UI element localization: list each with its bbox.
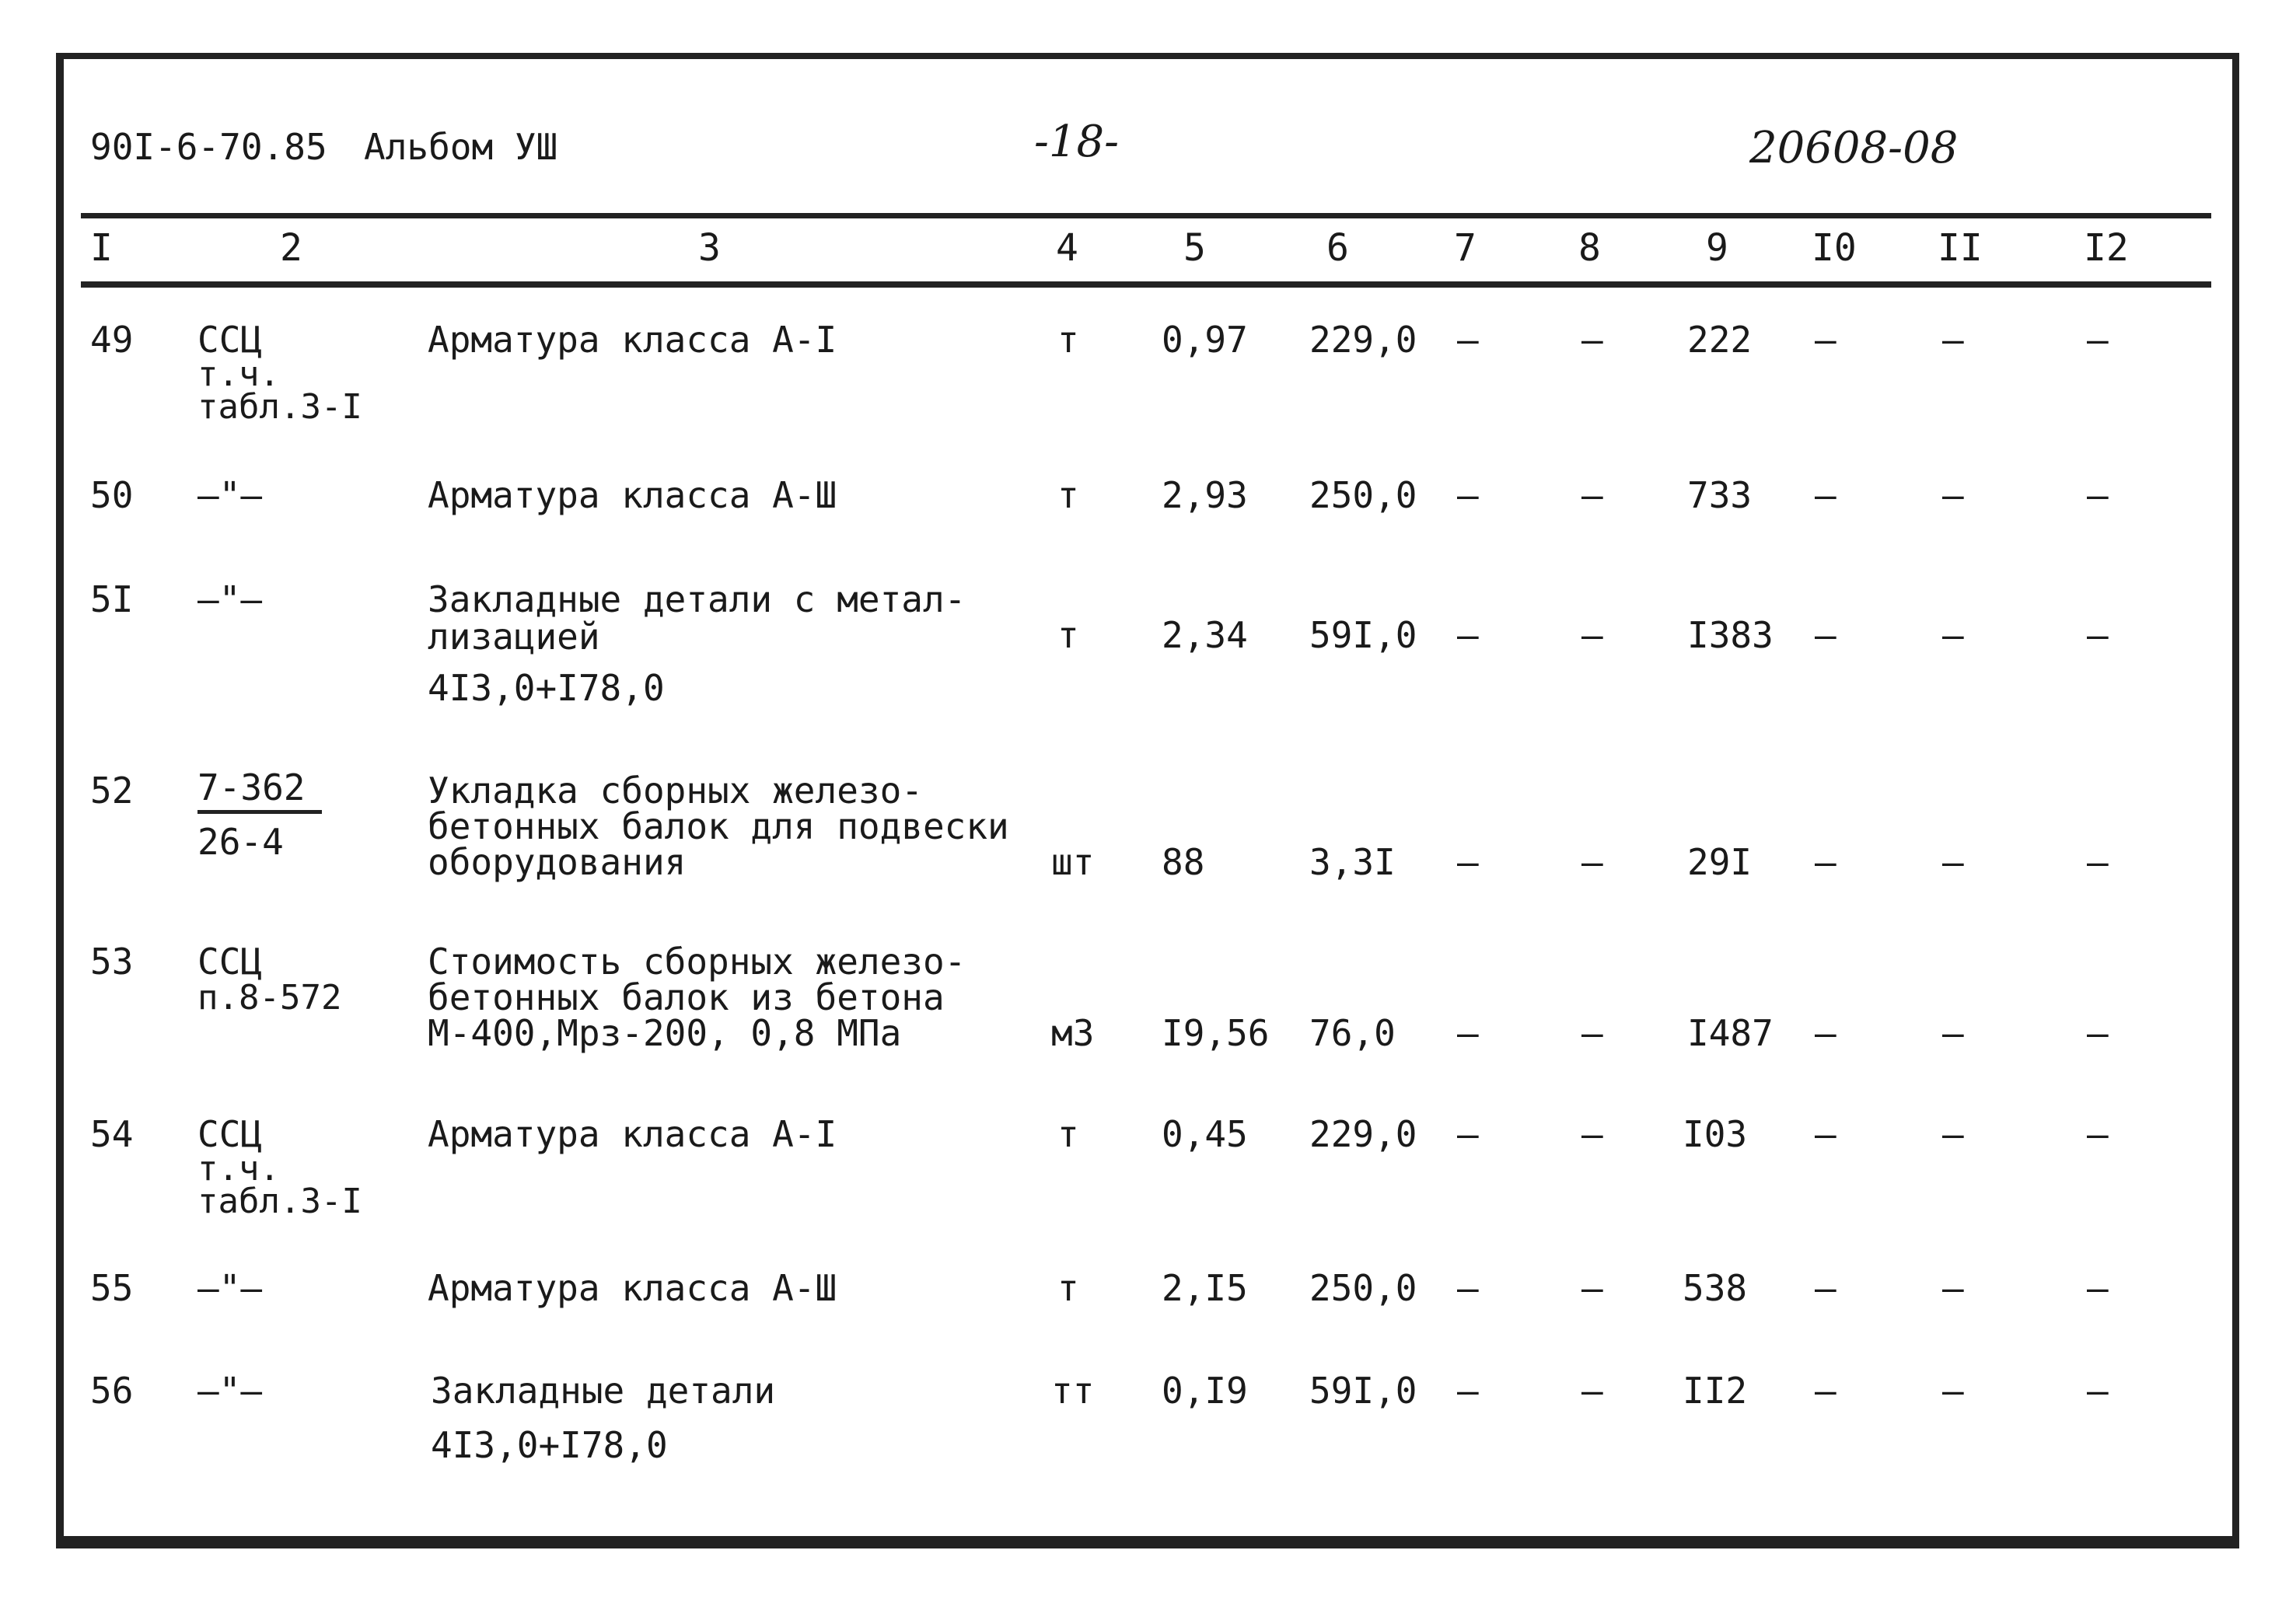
col8-value: – (1581, 1370, 1603, 1412)
row-number: 53 (90, 941, 134, 983)
total: II2 (1683, 1370, 1748, 1412)
unit-price: 250,0 (1309, 474, 1417, 516)
col11-value: – (1942, 1012, 1964, 1054)
row-number: 55 (90, 1267, 134, 1309)
quantity: 0,97 (1162, 319, 1248, 361)
col-num-10: I0 (1812, 226, 1857, 270)
col-num-8: 8 (1578, 226, 1601, 270)
unit-price: 250,0 (1309, 1267, 1417, 1309)
row-number: 49 (90, 319, 134, 361)
page-number: -18- (1034, 117, 1120, 167)
col11-value: – (1942, 474, 1964, 516)
unit: м3 (1051, 1012, 1095, 1054)
col12-value: – (2087, 1012, 2109, 1054)
col-num-9: 9 (1706, 226, 1728, 270)
col7-value: – (1457, 1267, 1479, 1309)
total: 222 (1687, 319, 1753, 361)
col8-value: – (1581, 474, 1603, 516)
unit: тт (1051, 1370, 1095, 1412)
col8-value: – (1581, 1113, 1603, 1155)
description: Арматура класса А-I (428, 1113, 837, 1155)
col7-value: – (1457, 614, 1479, 656)
col-num-11: II (1938, 226, 1983, 270)
total: 733 (1687, 474, 1753, 516)
reference-code: –"– (197, 1267, 263, 1309)
description: Закладные детали с метал- (428, 578, 966, 620)
col12-value: – (2087, 614, 2109, 656)
page-frame (56, 53, 2239, 1548)
description-formula: 4I3,0+I78,0 (428, 667, 665, 709)
quantity: 2,34 (1162, 614, 1248, 656)
col10-value: – (1815, 319, 1836, 361)
col10-value: – (1815, 1012, 1836, 1054)
col11-value: – (1942, 1370, 1964, 1412)
col-num-12: I2 (2084, 226, 2129, 270)
header-rule (81, 213, 2211, 218)
unit: т (1057, 1113, 1079, 1155)
col-num-1: I (90, 226, 113, 270)
unit-price: 229,0 (1309, 319, 1417, 361)
reference-code-numerator: 7-362 (197, 770, 322, 814)
description: оборудования (428, 841, 687, 883)
description: бетонных балок из бетона (428, 976, 945, 1018)
description: Арматура класса А-Ш (428, 1267, 837, 1309)
col10-value: – (1815, 474, 1836, 516)
col-num-4: 4 (1056, 226, 1078, 270)
col7-value: – (1457, 1012, 1479, 1054)
reference-code-denominator: 26-4 (197, 821, 284, 863)
col10-value: – (1815, 1113, 1836, 1155)
reference-code: –"– (197, 1370, 263, 1412)
col11-value: – (1942, 1267, 1964, 1309)
col-num-3: 3 (698, 226, 721, 270)
unit-price: 76,0 (1309, 1012, 1396, 1054)
col7-value: – (1457, 1370, 1479, 1412)
quantity: 0,I9 (1162, 1370, 1248, 1412)
col8-value: – (1581, 841, 1603, 883)
reference-code: ССЦ (197, 941, 263, 983)
project-code: 20608-08 (1749, 123, 1959, 173)
col12-value: – (2087, 841, 2109, 883)
total: I03 (1683, 1113, 1748, 1155)
col11-value: – (1942, 319, 1964, 361)
reference-code: т.ч. (197, 354, 280, 394)
description: Укладка сборных железо- (428, 770, 923, 812)
quantity: 2,93 (1162, 474, 1248, 516)
col8-value: – (1581, 319, 1603, 361)
quantity: 0,45 (1162, 1113, 1248, 1155)
col10-value: – (1815, 841, 1836, 883)
reference-code: ССЦ (197, 319, 263, 361)
col12-value: – (2087, 1267, 2109, 1309)
col10-value: – (1815, 1267, 1836, 1309)
col-num-2: 2 (280, 226, 302, 270)
row-number: 54 (90, 1113, 134, 1155)
col8-value: – (1581, 1267, 1603, 1309)
reference-code: табл.3-I (197, 387, 362, 427)
row-number: 50 (90, 474, 134, 516)
description: бетонных балок для подвески (428, 805, 1009, 847)
total: I487 (1687, 1012, 1774, 1054)
col-num-5: 5 (1183, 226, 1206, 270)
doc-code: 90I-6-70.85 (90, 126, 327, 168)
description: Арматура класса А-Ш (428, 474, 837, 516)
unit: т (1057, 1267, 1079, 1309)
description: М-400,Мрз-200, 0,8 МПа (428, 1012, 902, 1054)
col12-value: – (2087, 1370, 2109, 1412)
col-num-7: 7 (1454, 226, 1476, 270)
column-header-rule (81, 281, 2211, 288)
total: I383 (1687, 614, 1774, 656)
reference-code: т.ч. (197, 1149, 280, 1189)
col7-value: – (1457, 319, 1479, 361)
description: Стоимость сборных железо- (428, 941, 966, 983)
row-number: 52 (90, 770, 134, 812)
description: лизацией (428, 616, 600, 658)
col12-value: – (2087, 319, 2109, 361)
description: Арматура класса А-I (428, 319, 837, 361)
col7-value: – (1457, 474, 1479, 516)
col11-value: – (1942, 841, 1964, 883)
unit: т (1057, 474, 1079, 516)
description: Закладные детали (431, 1370, 776, 1412)
col-num-6: 6 (1326, 226, 1349, 270)
quantity: 2,I5 (1162, 1267, 1248, 1309)
unit-price: 229,0 (1309, 1113, 1417, 1155)
reference-code: табл.3-I (197, 1182, 362, 1221)
unit-price: 3,3I (1309, 841, 1396, 883)
reference-code: ССЦ (197, 1113, 263, 1155)
description-formula: 4I3,0+I78,0 (431, 1424, 668, 1466)
reference-code: п.8-572 (197, 978, 342, 1018)
unit-price: 59I,0 (1309, 614, 1417, 656)
unit: т (1057, 614, 1079, 656)
col8-value: – (1581, 614, 1603, 656)
total: 29I (1687, 841, 1753, 883)
quantity: 88 (1162, 841, 1205, 883)
album-label: Альбом УШ (364, 126, 558, 168)
col11-value: – (1942, 614, 1964, 656)
unit: т (1057, 319, 1079, 361)
col10-value: – (1815, 614, 1836, 656)
unit-price: 59I,0 (1309, 1370, 1417, 1412)
reference-code: –"– (197, 578, 263, 620)
total: 538 (1683, 1267, 1748, 1309)
unit: шт (1051, 841, 1095, 883)
col12-value: – (2087, 1113, 2109, 1155)
col8-value: – (1581, 1012, 1603, 1054)
col11-value: – (1942, 1113, 1964, 1155)
row-number: 56 (90, 1370, 134, 1412)
col7-value: – (1457, 1113, 1479, 1155)
reference-code: –"– (197, 474, 263, 516)
col10-value: – (1815, 1370, 1836, 1412)
row-number: 5I (90, 578, 134, 620)
col7-value: – (1457, 841, 1479, 883)
col12-value: – (2087, 474, 2109, 516)
quantity: I9,56 (1162, 1012, 1270, 1054)
